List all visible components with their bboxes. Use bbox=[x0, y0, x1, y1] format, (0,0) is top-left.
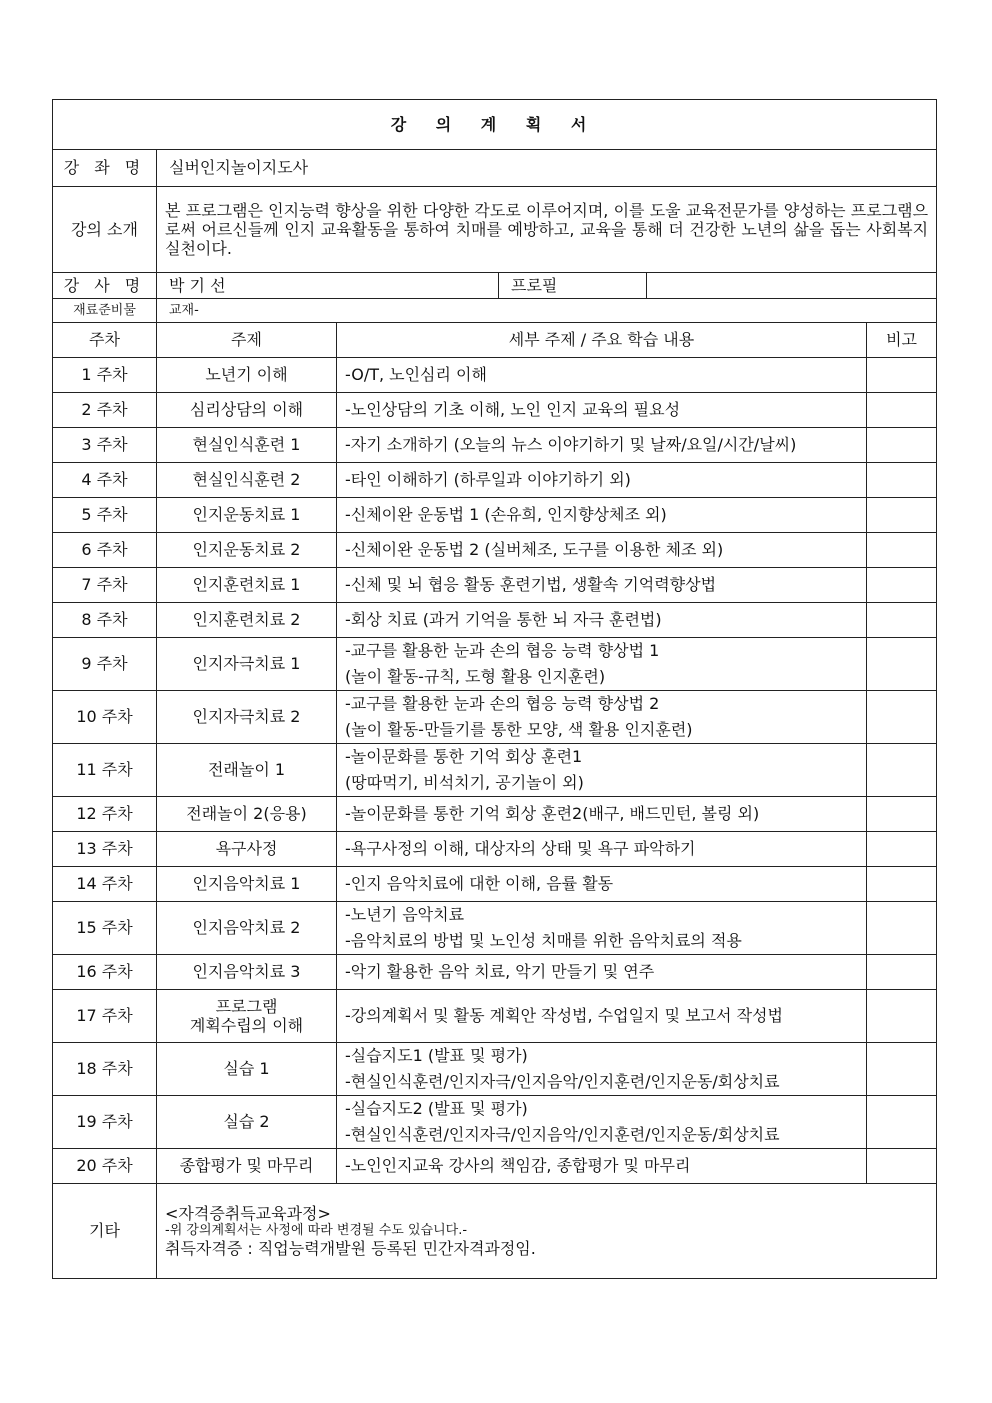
week-detail-line: -자기 소개하기 (오늘의 뉴스 이야기하기 및 날짜/요일/시간/날씨) bbox=[345, 435, 797, 455]
week-topic bbox=[157, 867, 337, 902]
materials-label: 재료준비물 bbox=[53, 299, 157, 323]
week-topic-line: 종합평가 및 마무리 bbox=[179, 1156, 314, 1176]
intro-text: 본 프로그램은 인지능력 향상을 위한 다양한 각도로 이루어지며, 이를 도울 교육전문가를 양성하는 프로그램으로써 어르신들께 인지 교육활동을 통하여 치매를 예방하고, 교육을 통해 더 건강한 노년의 삶을 돕는 사회복지실천이다. bbox=[157, 187, 937, 273]
week-topic bbox=[157, 428, 337, 463]
week-topic-line: 현실인식훈련 1 bbox=[192, 435, 301, 455]
misc-label: 기타 bbox=[53, 1184, 157, 1279]
week-topic bbox=[157, 990, 337, 1043]
week-row bbox=[53, 1043, 937, 1096]
week-detail-line: -노년기 음악치료 bbox=[345, 905, 465, 924]
week-row bbox=[53, 638, 937, 691]
week-number: 20 주차 bbox=[53, 1149, 157, 1184]
misc-change-notice: -위 강의계획서는 사정에 따라 변경될 수도 있습니다.- bbox=[165, 1223, 468, 1239]
week-topic bbox=[157, 568, 337, 603]
week-detail bbox=[337, 603, 867, 638]
week-detail bbox=[337, 358, 867, 393]
week-topic bbox=[157, 797, 337, 832]
week-topic bbox=[157, 1096, 337, 1149]
week-topic bbox=[157, 744, 337, 797]
week-row bbox=[53, 1096, 937, 1149]
week-remark bbox=[867, 990, 937, 1043]
week-remark bbox=[867, 533, 937, 568]
week-row bbox=[53, 867, 937, 902]
week-detail-line: -음악치료의 방법 및 노인성 치매를 위한 음악치료의 적용 bbox=[345, 931, 742, 950]
week-detail bbox=[337, 533, 867, 568]
week-topic bbox=[157, 691, 337, 744]
week-topic bbox=[157, 902, 337, 955]
week-number: 7 주차 bbox=[53, 568, 157, 603]
week-topic bbox=[157, 603, 337, 638]
week-topic-line: 심리상담의 이해 bbox=[189, 400, 304, 420]
week-detail bbox=[337, 832, 867, 867]
week-row bbox=[53, 393, 937, 428]
profile-value bbox=[647, 273, 937, 299]
week-topic bbox=[157, 498, 337, 533]
week-topic-line: 인지훈련치료 2 bbox=[192, 610, 301, 630]
week-topic bbox=[157, 955, 337, 990]
week-detail-line: -강의계획서 및 활동 계획안 작성법, 수업일지 및 보고서 작성법 bbox=[345, 1006, 783, 1026]
week-detail-line: -교구를 활용한 눈과 손의 협응 능력 향상법 2 bbox=[345, 694, 660, 713]
week-remark bbox=[867, 744, 937, 797]
week-topic-line: 인지운동치료 2 bbox=[192, 540, 301, 560]
week-number: 14 주차 bbox=[53, 867, 157, 902]
week-detail-line: (놀이 활동-만들기를 통한 모양, 색 활용 인지훈련) bbox=[345, 720, 693, 739]
week-remark bbox=[867, 603, 937, 638]
week-number: 16 주차 bbox=[53, 955, 157, 990]
week-row bbox=[53, 498, 937, 533]
week-remark bbox=[867, 867, 937, 902]
week-detail bbox=[337, 744, 867, 797]
week-topic bbox=[157, 638, 337, 691]
week-detail-line: -현실인식훈련/인지자극/인지음악/인지훈련/인지운동/회상치료 bbox=[345, 1072, 780, 1091]
week-topic-line: 인지음악치료 2 bbox=[192, 918, 301, 938]
week-detail-line: -악기 활용한 음악 치료, 악기 만들기 및 연주 bbox=[345, 962, 655, 982]
week-topic bbox=[157, 1149, 337, 1184]
misc-content bbox=[157, 1184, 937, 1279]
week-detail-line: -신체이완 운동법 2 (실버체조, 도구를 이용한 체조 외) bbox=[345, 540, 724, 560]
week-rows bbox=[53, 358, 937, 1184]
week-number: 15 주차 bbox=[53, 902, 157, 955]
week-number: 8 주차 bbox=[53, 603, 157, 638]
week-detail-line: -놀이문화를 통한 기억 회상 훈련2(배구, 배드민턴, 볼링 외) bbox=[345, 804, 760, 824]
week-detail-line: -O/T, 노인심리 이해 bbox=[345, 365, 487, 385]
week-remark bbox=[867, 498, 937, 533]
header-detail: 세부 주제 / 주요 학습 내용 bbox=[337, 323, 867, 358]
week-row bbox=[53, 832, 937, 867]
week-topic-line: 인지자극치료 2 bbox=[192, 707, 301, 727]
week-detail-line: -욕구사정의 이해, 대상자의 상태 및 욕구 파악하기 bbox=[345, 839, 696, 859]
week-topic-line: 욕구사정 bbox=[215, 839, 278, 859]
materials-value: 교재- bbox=[157, 299, 937, 323]
week-detail-line: -현실인식훈련/인지자극/인지음악/인지훈련/인지운동/회상치료 bbox=[345, 1125, 780, 1144]
week-topic-line: 실습 2 bbox=[223, 1112, 270, 1132]
header-topic: 주제 bbox=[157, 323, 337, 358]
week-detail-line: -실습지도1 (발표 및 평가) bbox=[345, 1046, 528, 1065]
week-number: 2 주차 bbox=[53, 393, 157, 428]
week-number: 17 주차 bbox=[53, 990, 157, 1043]
week-detail bbox=[337, 691, 867, 744]
week-topic-line: 인지음악치료 1 bbox=[192, 874, 301, 894]
week-topic-line: 계획수립의 이해 bbox=[189, 1016, 304, 1035]
week-remark bbox=[867, 638, 937, 691]
week-row bbox=[53, 955, 937, 990]
week-topic-line: 프로그램 bbox=[215, 996, 278, 1016]
intro-label: 강의 소개 bbox=[53, 187, 157, 273]
week-number: 3 주차 bbox=[53, 428, 157, 463]
week-detail bbox=[337, 393, 867, 428]
week-number: 5 주차 bbox=[53, 498, 157, 533]
week-topic-line: 노년기 이해 bbox=[205, 365, 288, 385]
week-detail-line: -타인 이해하기 (하루일과 이야기하기 외) bbox=[345, 470, 631, 490]
week-remark bbox=[867, 955, 937, 990]
misc-course-type: <자격증취득교육과정> bbox=[165, 1204, 331, 1224]
week-row bbox=[53, 1149, 937, 1184]
header-week: 주차 bbox=[53, 323, 157, 358]
week-number: 9 주차 bbox=[53, 638, 157, 691]
week-detail bbox=[337, 463, 867, 498]
week-detail bbox=[337, 955, 867, 990]
week-detail bbox=[337, 428, 867, 463]
week-topic-line: 인지자극치료 1 bbox=[192, 654, 301, 674]
week-topic-line: 인지운동치료 1 bbox=[192, 505, 301, 525]
week-detail bbox=[337, 568, 867, 603]
week-topic bbox=[157, 393, 337, 428]
week-row bbox=[53, 568, 937, 603]
week-number: 19 주차 bbox=[53, 1096, 157, 1149]
header-remark: 비고 bbox=[867, 323, 937, 358]
week-number: 10 주차 bbox=[53, 691, 157, 744]
week-detail bbox=[337, 1149, 867, 1184]
profile-label: 프로필 bbox=[499, 273, 647, 299]
week-remark bbox=[867, 393, 937, 428]
course-name-value: 실버인지놀이지도사 bbox=[157, 150, 937, 187]
week-number: 6 주차 bbox=[53, 533, 157, 568]
week-remark bbox=[867, 691, 937, 744]
week-row bbox=[53, 533, 937, 568]
week-remark bbox=[867, 463, 937, 498]
week-topic bbox=[157, 358, 337, 393]
week-row bbox=[53, 797, 937, 832]
week-detail-line: -회상 치료 (과거 기억을 통한 뇌 자극 훈련법) bbox=[345, 610, 662, 630]
week-detail-line: -신체이완 운동법 1 (손유희, 인지향상체조 외) bbox=[345, 505, 667, 525]
page-title: 강 의 계 획 서 bbox=[53, 100, 937, 150]
week-detail-line: -놀이문화를 통한 기억 회상 훈련1 bbox=[345, 747, 583, 766]
week-detail bbox=[337, 867, 867, 902]
week-topic-line: 인지훈련치료 1 bbox=[192, 575, 301, 595]
week-row bbox=[53, 744, 937, 797]
week-row bbox=[53, 358, 937, 393]
week-detail bbox=[337, 498, 867, 533]
week-topic-line: 전래놀이 1 bbox=[207, 760, 286, 780]
week-topic bbox=[157, 533, 337, 568]
week-number: 18 주차 bbox=[53, 1043, 157, 1096]
week-remark bbox=[867, 902, 937, 955]
week-row bbox=[53, 902, 937, 955]
week-remark bbox=[867, 1096, 937, 1149]
week-remark bbox=[867, 358, 937, 393]
week-detail bbox=[337, 990, 867, 1043]
week-detail-line: -노인상담의 기초 이해, 노인 인지 교육의 필요성 bbox=[345, 400, 681, 420]
week-detail-line: -신체 및 뇌 협응 활동 훈련기법, 생활속 기억력향상법 bbox=[345, 575, 717, 595]
week-row bbox=[53, 691, 937, 744]
misc-certificate: 취득자격증 : 직업능력개발원 등록된 민간자격과정임. bbox=[165, 1238, 536, 1258]
week-number: 12 주차 bbox=[53, 797, 157, 832]
week-remark bbox=[867, 832, 937, 867]
week-number: 1 주차 bbox=[53, 358, 157, 393]
week-detail-line: (놀이 활동-규칙, 도형 활용 인지훈련) bbox=[345, 667, 606, 686]
week-row bbox=[53, 428, 937, 463]
week-topic-line: 전래놀이 2(응용) bbox=[186, 804, 307, 824]
course-name-label: 강 좌 명 bbox=[53, 150, 157, 187]
week-detail bbox=[337, 1096, 867, 1149]
week-number: 11 주차 bbox=[53, 744, 157, 797]
instructor-label: 강 사 명 bbox=[53, 273, 157, 299]
week-detail bbox=[337, 797, 867, 832]
week-number: 13 주차 bbox=[53, 832, 157, 867]
week-topic-line: 인지음악치료 3 bbox=[192, 962, 301, 982]
week-row bbox=[53, 990, 937, 1043]
week-topic bbox=[157, 1043, 337, 1096]
week-remark bbox=[867, 797, 937, 832]
week-number: 4 주차 bbox=[53, 463, 157, 498]
week-detail-line: (땅따먹기, 비석치기, 공기놀이 외) bbox=[345, 773, 584, 792]
week-topic bbox=[157, 463, 337, 498]
week-detail-line: -노인인지교육 강사의 책임감, 종합평가 및 마무리 bbox=[345, 1156, 691, 1176]
week-topic-line: 현실인식훈련 2 bbox=[192, 470, 301, 490]
week-remark bbox=[867, 1149, 937, 1184]
week-remark bbox=[867, 568, 937, 603]
week-detail-line: -교구를 활용한 눈과 손의 협응 능력 향상법 1 bbox=[345, 641, 660, 660]
week-remark bbox=[867, 1043, 937, 1096]
week-detail-line: -실습지도2 (발표 및 평가) bbox=[345, 1099, 528, 1118]
week-detail bbox=[337, 902, 867, 955]
lecture-plan-table bbox=[52, 99, 937, 1279]
week-remark bbox=[867, 428, 937, 463]
week-detail bbox=[337, 638, 867, 691]
week-row bbox=[53, 463, 937, 498]
week-topic-line: 실습 1 bbox=[223, 1059, 270, 1079]
instructor-name: 박 기 선 bbox=[157, 273, 499, 299]
week-detail bbox=[337, 1043, 867, 1096]
week-row bbox=[53, 603, 937, 638]
week-detail-line: -인지 음악치료에 대한 이해, 음률 활동 bbox=[345, 874, 614, 894]
week-topic bbox=[157, 832, 337, 867]
